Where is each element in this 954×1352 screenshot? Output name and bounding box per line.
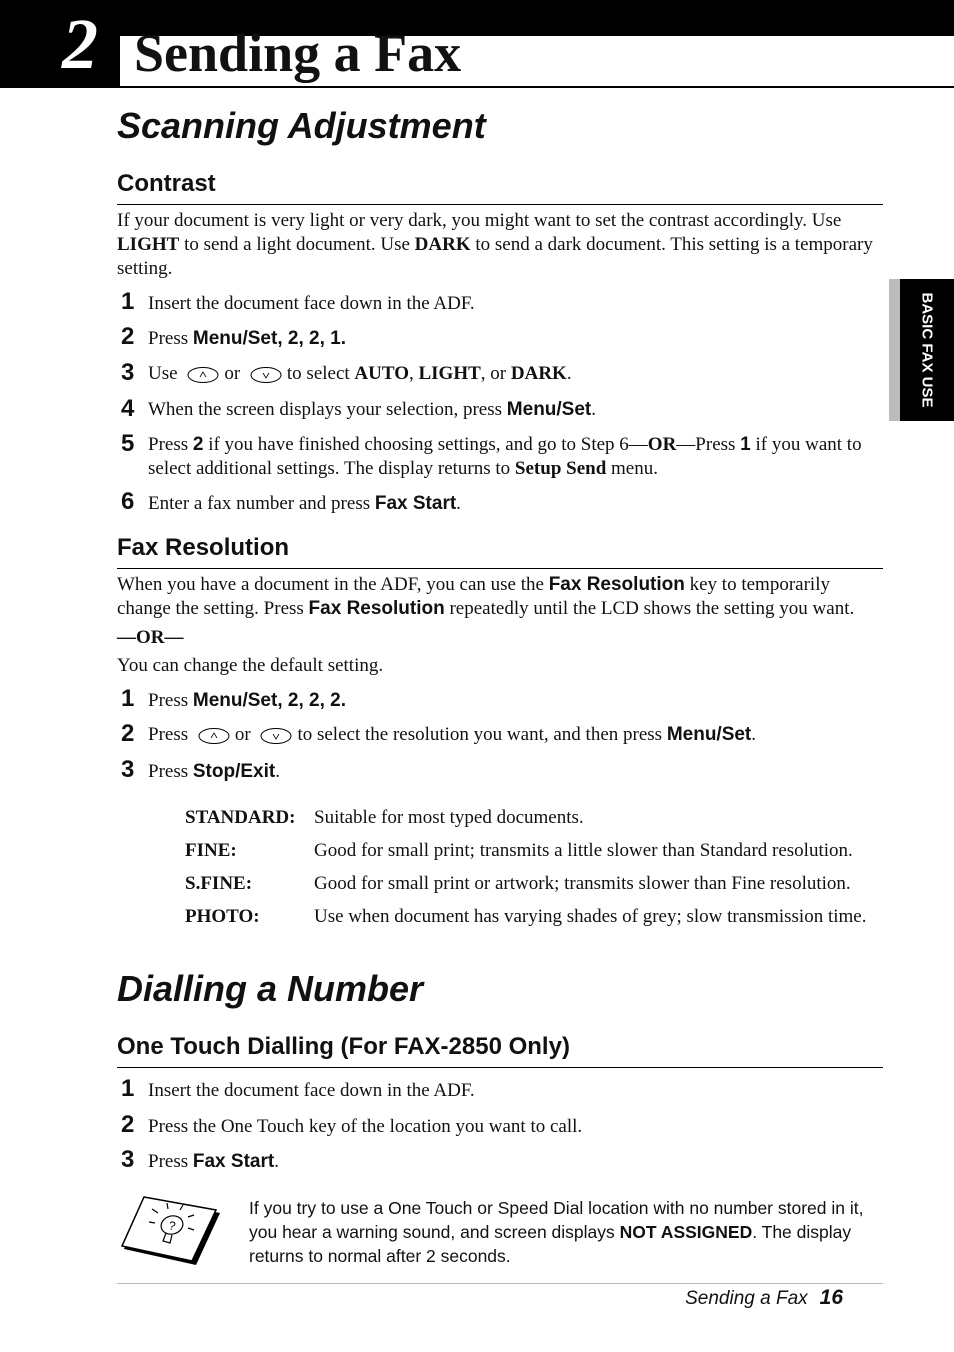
step-text bbox=[148, 492, 888, 516]
key-menu-set: Menu/Set bbox=[192, 328, 278, 349]
chapter-number-box bbox=[0, 0, 120, 88]
menu-setup-send: Setup Send bbox=[514, 458, 607, 479]
intro-text: key to temporarily change the setting. Press bbox=[117, 574, 830, 619]
default-setting-text: You can change the default setting. bbox=[117, 655, 384, 676]
footer bbox=[685, 1286, 843, 1310]
step-number: 2 bbox=[121, 323, 135, 350]
option-light: LIGHT bbox=[418, 363, 481, 384]
down-arrow-key-icon bbox=[259, 727, 293, 745]
section-heading-dialling: Dialling a Number bbox=[117, 968, 424, 1009]
step-text bbox=[148, 433, 888, 481]
step-number: 2 bbox=[121, 720, 135, 747]
step-number: 4 bbox=[121, 395, 135, 422]
subheading-fax-resolution: Fax Resolution bbox=[117, 534, 290, 561]
or-separator: —OR— bbox=[117, 627, 184, 648]
step-text bbox=[148, 398, 888, 422]
chapter-number: 2 bbox=[62, 4, 98, 84]
step-number: 3 bbox=[121, 756, 135, 783]
step-text-part: —Press bbox=[676, 434, 741, 455]
step-text-part: Press bbox=[148, 690, 193, 711]
step-text-part: . bbox=[751, 724, 757, 745]
step-text-part: Enter a fax number and press bbox=[148, 493, 375, 514]
step-number: 3 bbox=[121, 1146, 135, 1173]
resolution-term: STANDARD: bbox=[185, 807, 296, 828]
up-arrow-key-icon bbox=[197, 727, 231, 745]
step-text bbox=[148, 723, 888, 747]
step-text-part: menu. bbox=[606, 458, 658, 479]
lightbulb-note-icon bbox=[120, 1195, 224, 1269]
step-number: 6 bbox=[121, 488, 135, 515]
option-dark: DARK bbox=[510, 363, 567, 384]
resolution-description: Use when document has varying shades of grey; slow transmission time. bbox=[314, 906, 867, 927]
note-text bbox=[249, 1196, 879, 1268]
key-1: 1 bbox=[740, 434, 751, 455]
note-text-part: . The display returns to normal after 2 seconds. bbox=[249, 1222, 852, 1266]
step-text-part: or bbox=[224, 363, 241, 384]
page-number: 16 bbox=[819, 1286, 843, 1309]
subheading-one-touch: One Touch Dialling (For FAX-2850 Only) bbox=[117, 1033, 570, 1060]
step-text-part: or bbox=[234, 724, 251, 745]
step-text bbox=[148, 689, 888, 713]
step-text-part: . bbox=[591, 399, 596, 420]
footer-rule bbox=[117, 1283, 883, 1284]
step-text-part: if you want to select additional settings. The display returns to bbox=[148, 434, 862, 479]
step-text bbox=[148, 1150, 888, 1174]
step-text-part: Press bbox=[148, 761, 193, 782]
step-text: Insert the document face down in the ADF. bbox=[148, 293, 475, 314]
lcd-message: NOT ASSIGNED bbox=[619, 1222, 753, 1242]
or-keyword: OR bbox=[647, 434, 677, 455]
step-text-part: Use bbox=[148, 363, 178, 384]
key-menu-set: Menu/Set bbox=[666, 724, 752, 745]
step-text: Insert the document face down in the ADF. bbox=[148, 1080, 475, 1101]
intro-text: repeatedly until the LCD shows the setting you want. bbox=[444, 598, 855, 619]
side-tab-edge bbox=[889, 279, 900, 421]
step-number: 1 bbox=[121, 1075, 135, 1102]
step-text-part: Press bbox=[148, 724, 189, 745]
step-text-part: . bbox=[275, 761, 280, 782]
key-fax-start: Fax Start bbox=[374, 493, 457, 514]
side-tab-label: BASIC FAX USE bbox=[918, 292, 936, 408]
step-number: 1 bbox=[121, 288, 135, 315]
resolution-term: FINE: bbox=[185, 840, 237, 861]
key-stop-exit: Stop/Exit bbox=[192, 761, 276, 782]
step-text-part: . bbox=[274, 1151, 279, 1172]
step-text bbox=[148, 760, 888, 784]
section-heading-scanning: Scanning Adjustment bbox=[117, 105, 486, 146]
key-fax-resolution: Fax Resolution bbox=[308, 598, 445, 619]
key-menu-set: Menu/Set bbox=[192, 690, 278, 711]
intro-text: to send a dark document. This setting is a temporary setting. bbox=[117, 234, 873, 279]
step-number: 5 bbox=[121, 430, 135, 457]
chapter-title-rule bbox=[120, 86, 954, 88]
step-text-part: to select the resolution you want, and then press bbox=[297, 724, 667, 745]
step-text-part: Press bbox=[148, 328, 193, 349]
down-arrow-key-icon bbox=[249, 366, 283, 384]
intro-text: When you have a document in the ADF, you can use the bbox=[117, 574, 549, 595]
step-text-part: if you have finished choosing settings, and go to Step 6— bbox=[203, 434, 648, 455]
subheading-rule bbox=[117, 568, 883, 569]
intro-text: to send a light document. Use bbox=[179, 234, 415, 255]
subheading-rule bbox=[117, 1067, 883, 1068]
contrast-intro bbox=[117, 209, 883, 281]
step-text-part: When the screen displays your selection, press bbox=[148, 399, 507, 420]
note-text-part: If you try to use a One Touch or Speed Dial location with no number stored in it, you hear a warning sound, and screen displays bbox=[249, 1198, 864, 1242]
step-text: Press the One Touch key of the location you want to call. bbox=[148, 1116, 583, 1137]
resolution-description: Good for small print; transmits a little slower than Standard resolution. bbox=[314, 840, 853, 861]
step-text bbox=[148, 327, 888, 351]
intro-keyword-light: LIGHT bbox=[117, 234, 180, 255]
footer-title: Sending a Fax bbox=[685, 1288, 808, 1309]
step-number: 2 bbox=[121, 1111, 135, 1138]
intro-text: If your document is very light or very dark, you might want to set the contrast accordingly. Use bbox=[117, 210, 842, 231]
step-text: Use or to select AUTO, LIGHT, or DARK. bbox=[148, 363, 572, 384]
subheading-rule bbox=[117, 204, 883, 205]
key-fax-start: Fax Start bbox=[192, 1151, 275, 1172]
step-text-part: to select bbox=[286, 363, 355, 384]
step-text-part: Press bbox=[148, 434, 193, 455]
key-fax-resolution: Fax Resolution bbox=[548, 574, 685, 595]
option-auto: AUTO bbox=[354, 363, 409, 384]
key-2: 2 bbox=[192, 434, 204, 455]
svg-text:?: ? bbox=[167, 1218, 177, 1234]
resolution-term: S.FINE: bbox=[185, 873, 253, 894]
key-sequence: , 2, 2, 1. bbox=[277, 328, 346, 349]
step-text-part: Press bbox=[148, 1151, 193, 1172]
step-text-part: . bbox=[456, 493, 461, 514]
resolution-term: PHOTO: bbox=[185, 906, 260, 927]
resolution-description: Suitable for most typed documents. bbox=[314, 807, 584, 828]
intro-keyword-dark: DARK bbox=[414, 234, 471, 255]
key-sequence: , 2, 2, 2. bbox=[277, 690, 346, 711]
chapter-title: Sending a Fax bbox=[134, 23, 462, 83]
step-number: 1 bbox=[121, 685, 135, 712]
up-arrow-key-icon bbox=[186, 366, 220, 384]
subheading-contrast: Contrast bbox=[117, 170, 216, 197]
key-menu-set: Menu/Set bbox=[506, 399, 592, 420]
step-number: 3 bbox=[121, 359, 135, 386]
resolution-intro bbox=[117, 573, 883, 621]
resolution-description: Good for small print or artwork; transmits slower than Fine resolution. bbox=[314, 873, 851, 894]
